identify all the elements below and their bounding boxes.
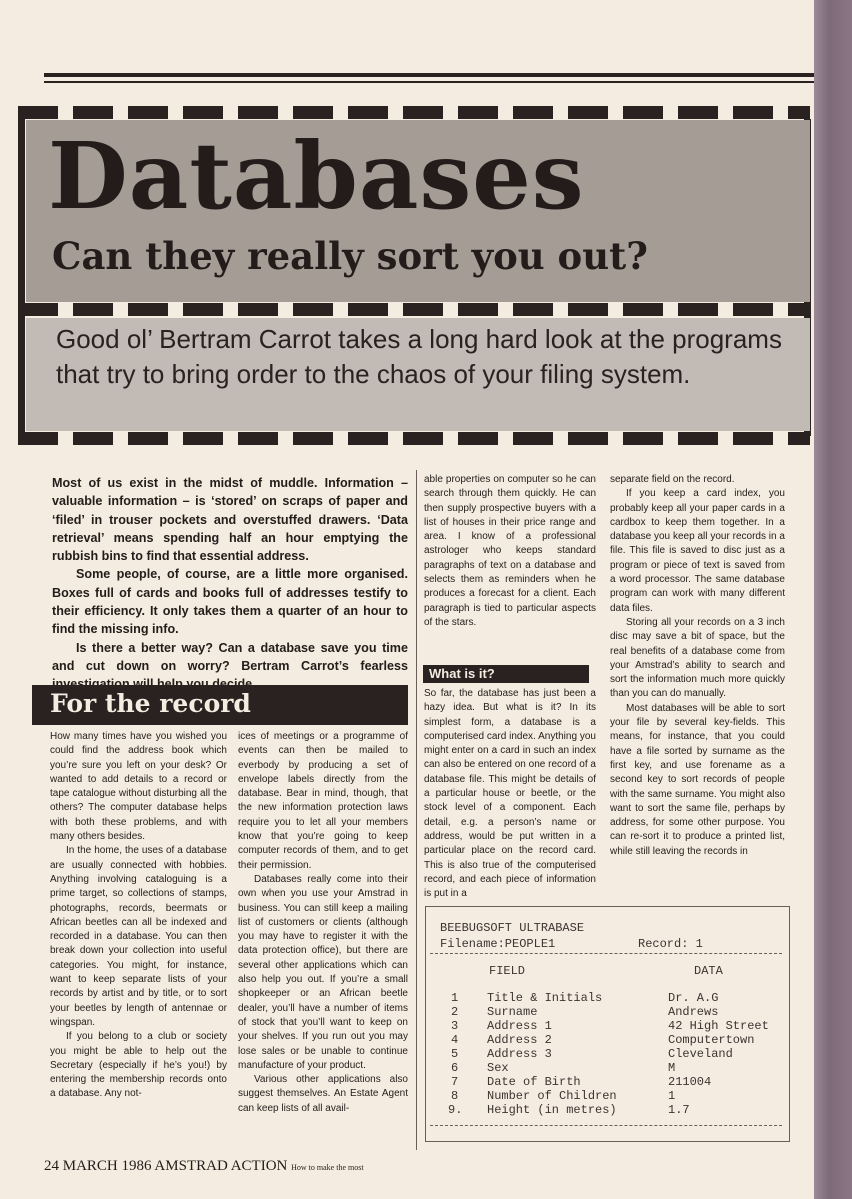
field-value: Computertown: [668, 1033, 755, 1047]
body-paragraph: able properties on computer so he can search through them quickly. He can then supply prospective buyers with a list of houses in their price range and area. I know of a professional astrologer who keeps standard paragraphs of text on a database and selects them as reminders when he produces a forecast for a client. Each paragraph is tied to particular aspects of the stars.: [424, 474, 596, 628]
top-rule: [44, 73, 814, 77]
row-number: 5: [451, 1047, 459, 1061]
body-paragraph: If you belong to a club or society you might be able to help out the Secretary (especially if he’s you!) by entering the membership records onto a database. Any not-: [50, 1031, 227, 1100]
field-name: Address 1: [487, 1019, 552, 1033]
body-paragraph: Databases really come into their own when you use your Amstrad in business. You can still keep a mailing list of customers or clients (although you may have to register it with the data protection office), but there are several other applications which can also help you out. If you’re a small shopkeeper or an African beetle dealer, you’ll have a number of items of stock that you’ll want to keep on your shelves. If you run out you may lose sales or be unable to continue manufacture of your product.: [238, 873, 408, 1071]
screen-divider: [430, 1125, 782, 1126]
intro-text: [52, 474, 408, 694]
dashed-border-top: [18, 106, 810, 119]
column-2: [238, 730, 408, 1116]
dashed-border-middle: [18, 303, 810, 316]
row-number: 3: [451, 1019, 459, 1033]
intro-paragraph: Is there a better way? Can a database save you time and cut down on worry? Bertram Carrot’s fearless: [52, 640, 408, 673]
column-divider: [416, 470, 417, 1150]
database-screenshot: [425, 906, 790, 1142]
body-paragraph: How many times have you wished you could find the address book which you’re sure you left on your desk? Or wanted to add details to a record or tape catalogue without disturbing all the others? The computer database helps with both these problems, and with many others besides.: [50, 731, 227, 843]
field-name: Height (in metres): [487, 1103, 617, 1117]
row-number: 1: [451, 991, 459, 1005]
field-value: M: [668, 1061, 676, 1075]
row-number: 2: [451, 1005, 459, 1019]
page-subtitle: Can they really sort you out?: [52, 234, 648, 278]
column-1: [50, 730, 227, 1102]
body-paragraph: If you keep a card index, you probably keep all your paper cards in a cardbox to keep them together. In a database you keep all your records in a file. This file is saved to disc just as a program or piece of text is saved from a word processor. The same database program can work with many different data files.: [610, 488, 785, 614]
standfirst: Good ol’ Bertram Carrot takes a long hard look at the programs that try to bring order to the chaos of your filing system.: [56, 324, 782, 389]
body-paragraph: So far, the database has just been a hazy idea. But what is it? In its simplest form, a database is a computerised card index. Anything you might enter on a card in such an index can also be entered on one record of a database file. This might be details of a particular house or beetle, or the stock level of a component. Each detail, e.g. a person’s name or address, would be put written in a particular place on the record card. This is also true of the computerised record, and each piece of information is put in a: [424, 688, 596, 900]
row-number: 6: [451, 1061, 459, 1075]
footer-small-text: How to make the most: [291, 1163, 364, 1172]
screen-divider: [430, 953, 782, 954]
row-number: 9.: [448, 1103, 463, 1117]
field-value: 211004: [668, 1075, 712, 1089]
body-paragraph: Various other applications also suggest themselves. An Estate Agent can keep lists of all avail-: [238, 1074, 408, 1114]
field-value: 1.7: [668, 1103, 690, 1117]
column-4: [610, 473, 785, 859]
body-paragraph: Storing all your records on a 3 inch disc may save a bit of space, but the real benefits of a database come from your Amstrad’s ability to search and sort the information much more quickly than you can do manually.: [610, 616, 785, 700]
row-number: 4: [451, 1033, 459, 1047]
column-3-body: [424, 687, 596, 901]
row-number: 7: [451, 1075, 459, 1089]
intro-paragraph: Some people, of course, are a little more organised. Boxes full of cards and books full of addresses testify to their efficiency. It only takes them a quarter of an hour to find the missing info.: [52, 567, 408, 637]
dashed-border-bottom: [18, 432, 810, 445]
field-value: Cleveland: [668, 1047, 733, 1061]
body-paragraph: In the home, the uses of a database are usually connected with hobbies. Anything involving cataloguing is a prime target, so collections of stamps, photographs, records, beermats or African beetles can all be indexed and recorded in a database. You can then break down your collection into useful categories. You might, for instance, want to keep separate lists of your records by artist and by title, or to sort your beetles by length of antennae or wingspan.: [50, 845, 227, 1028]
field-name: Number of Children: [487, 1089, 617, 1103]
body-paragraph: Most databases will be able to sort your file by several key-fields. This means, for instance, that you could have a file sorted by surname as the first key, and use forename as a second key to sort records of people with the same surname. You might also want to sort the same file, perhaps by address, for some other purpose. You can re-sort it to produce a printed list, while still leaving the records in: [610, 702, 785, 857]
filename-label: Filename:PEOPLE1: [440, 937, 556, 951]
field-name: Sex: [487, 1061, 509, 1075]
field-value: Dr. A.G: [668, 991, 719, 1005]
field-name: Address 3: [487, 1047, 552, 1061]
footer-text: 24 MARCH 1986 AMSTRAD ACTION: [44, 1158, 288, 1174]
field-name: Surname: [487, 1005, 538, 1019]
header-left-bar: [18, 119, 25, 319]
intro-paragraph: Most of us exist in the midst of muddle. Information – valuable information – is ‘stored’ on scraps of paper and ‘filed’ in trouser pockets and overstuffed drawers. ‘Data retrieval’ means spending half an hour emptying the rubbish bins to find that essential address.: [52, 476, 408, 564]
binding-edge: [814, 0, 852, 1199]
field-value: Andrews: [668, 1005, 719, 1019]
record-label: Record: 1: [638, 937, 703, 951]
column-3-top: [424, 473, 596, 630]
page-title: Databases: [48, 122, 585, 230]
field-name: Address 2: [487, 1033, 552, 1047]
top-rule-thin: [44, 81, 814, 83]
section-heading: For the record: [50, 689, 251, 718]
data-header: DATA: [694, 964, 723, 978]
page-footer: [44, 1158, 364, 1175]
body-paragraph: separate field on the record.: [610, 474, 735, 485]
app-name: BEEBUGSOFT ULTRABASE: [440, 921, 585, 935]
field-value: 1: [668, 1089, 676, 1103]
row-number: 8: [451, 1089, 459, 1103]
field-name: Date of Birth: [487, 1075, 581, 1089]
standfirst-left-bar: [18, 316, 25, 436]
field-value: 42 High Street: [668, 1019, 769, 1033]
body-paragraph: ices of meetings or a programme of events can then be mailed to everbody by producing a set of envelope labels directly from the database. Bear in mind, though, that the new information protection laws require you to let all your members know that you’re going to keep computer records of them, and to get their permission.: [238, 731, 408, 871]
field-name: Title & Initials: [487, 991, 603, 1005]
subheading-what-is-it: What is it?: [423, 665, 589, 683]
field-header: FIELD: [489, 964, 526, 978]
